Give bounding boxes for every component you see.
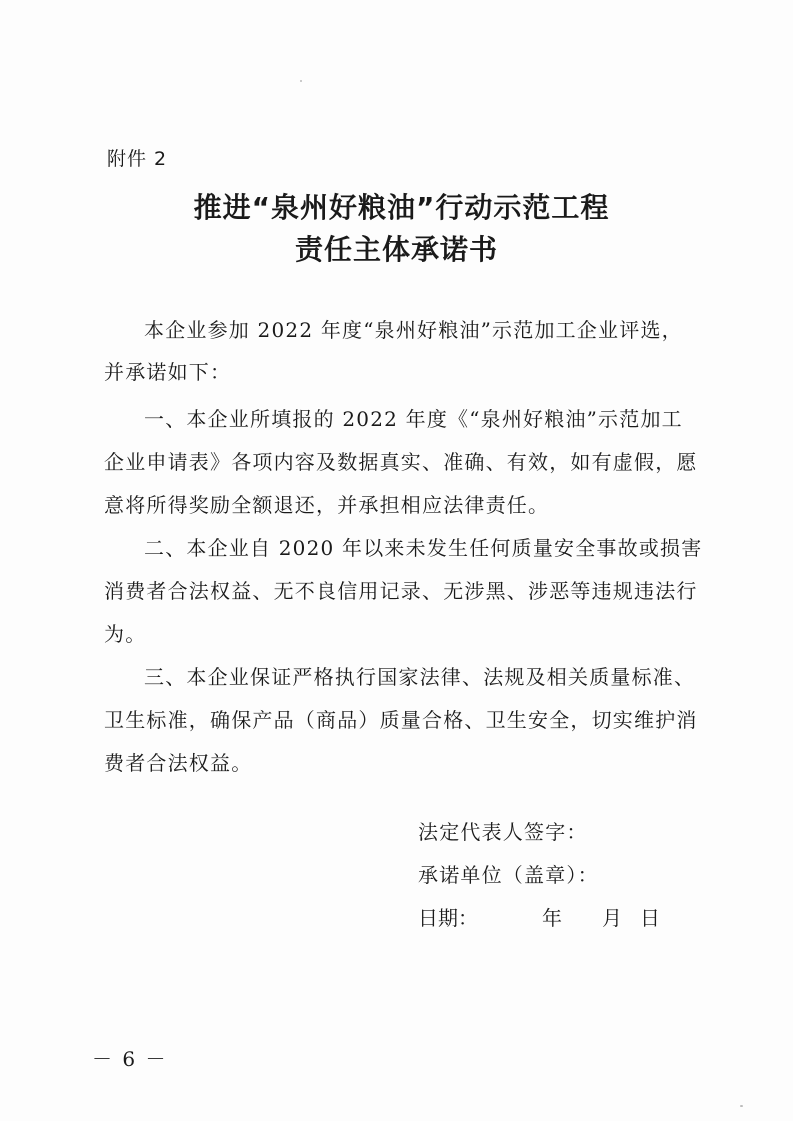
intro-line-2: 并承诺如下： (104, 360, 232, 384)
commitment-3-line-3: 费者合法权益。 (104, 751, 253, 775)
unit-seal-label: 承诺单位（盖章）： (418, 863, 599, 887)
commitment-1-line-3: 意将所得奖励全额退还，并承担相应法律责任。 (104, 493, 550, 517)
date-month: 月 (602, 906, 622, 930)
commitment-2-line-3: 为。 (104, 622, 147, 646)
representative-signature-label: 法定代表人签字： (418, 820, 588, 844)
intro-line-1: 本企业参加 2022 年度“泉州好粮油”示范加工企业评选， (144, 318, 683, 342)
commitment-1-line-1: 一、本企业所填报的 2022 年度《“泉州好粮油”示范加工 (144, 407, 683, 431)
page-number: － 6 － (92, 1047, 168, 1071)
commitment-2-line-2: 消费者合法权益、无不良信用记录、无涉黑、涉恶等违规违法行 (104, 579, 698, 603)
document-title-line-2: 责任主体承诺书 (294, 233, 498, 266)
commitment-3-line-2: 卫生标准，确保产品（商品）质量合格、卫生安全，切实维护消 (104, 708, 698, 732)
date-label: 日期： (418, 906, 478, 930)
date-year: 年 (542, 906, 562, 930)
commitment-1-line-2: 企业申请表》各项内容及数据真实、准确、有效，如有虚假，愿 (104, 450, 698, 474)
document-title-line-1: 推进“泉州好粮油”行动示范工程 (193, 191, 610, 224)
attachment-label: 附件 2 (107, 148, 168, 170)
commitment-3-line-1: 三、本企业保证严格执行国家法律、法规及相关质量标准、 (144, 665, 696, 689)
scan-speck (740, 1105, 743, 1107)
date-day: 日 (640, 906, 660, 930)
commitment-2-line-1: 二、本企业自 2020 年以来未发生任何质量安全事故或损害 (144, 536, 703, 560)
scan-speck (300, 80, 302, 82)
